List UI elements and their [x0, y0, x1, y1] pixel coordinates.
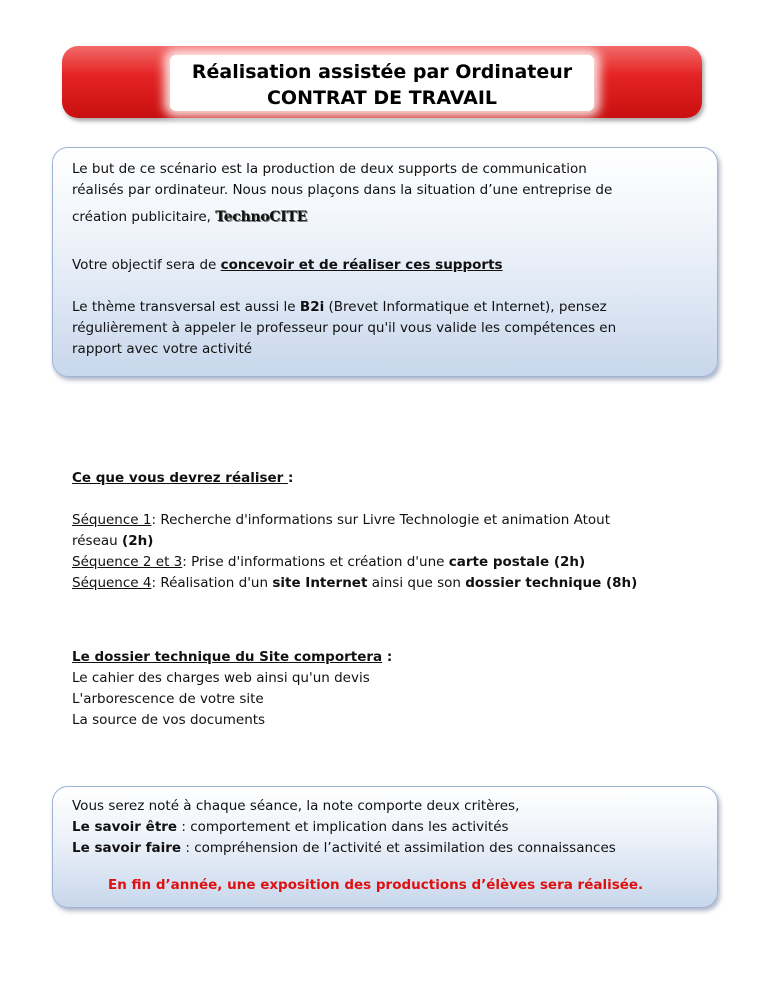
exhibition-notice: En fin d’année, une exposition des productions d’élèves sera réalisée. [108, 877, 644, 893]
criterion-2-label: Le savoir faire [72, 840, 182, 856]
objective-prefix: Votre objectif sera de [72, 257, 221, 273]
b2i-line-3: rapport avec votre activité [72, 341, 253, 357]
tasks-heading-colon: : [288, 470, 294, 486]
criterion-2 [72, 838, 616, 859]
sequence-2-line [72, 552, 585, 573]
tasks-heading [72, 468, 293, 489]
sequence-1-duration: (2h) [122, 533, 154, 549]
sequence-1-text-2: réseau [72, 533, 123, 549]
intro-line-1: Le but de ce scénario est la production de deux supports de communication [72, 161, 587, 177]
grading-intro: Vous serez noté à chaque séance, la note comporte deux critères, [72, 798, 520, 814]
technocite-logo: TechnoCITE [215, 209, 307, 225]
sequence-4-label: Séquence 4 [72, 575, 152, 591]
intro-line-3 [72, 207, 307, 228]
sequence-1-text: : Recherche d'informations sur Livre Technologie et animation Atout [151, 512, 611, 528]
criterion-2-text: : compréhension de l’activité et assimilation des connaissances [181, 840, 616, 856]
dossier-heading-text: Le dossier technique du Site comportera [72, 649, 383, 665]
b2i-label: B2i [299, 299, 325, 315]
sequence-2-text: : Prise d'informations et création d'une [182, 554, 449, 570]
dossier-item: La source de vos documents [72, 712, 266, 728]
dossier-item: L'arborescence de votre site [72, 691, 264, 707]
objective-line [72, 255, 503, 276]
title-panel [170, 55, 594, 111]
sequence-4-line [72, 573, 637, 594]
dossier-heading-colon: : [382, 649, 393, 665]
sequence-1-line [72, 510, 610, 531]
sequence-4-site: site Internet [272, 575, 368, 591]
sequence-1-label: Séquence 1 [72, 512, 152, 528]
b2i-line-1-c: (Brevet Informatique et Internet), pensez [324, 299, 607, 315]
dossier-item: Le cahier des charges web ainsi qu'un devis [72, 670, 370, 686]
tasks-heading-text: Ce que vous devrez réaliser [72, 470, 289, 486]
sequence-4-text-a: : Réalisation d'un [151, 575, 273, 591]
document-title: Réalisation assistée par Ordinateur [191, 61, 573, 83]
intro-line-3-text: création publicitaire, [72, 209, 216, 225]
title-banner [62, 46, 702, 118]
criterion-1-text: : comportement et implication dans les activités [177, 819, 509, 835]
sequence-4-dossier: dossier technique (8h) [465, 575, 638, 591]
sequence-1-line-2 [72, 531, 153, 552]
document-subtitle: CONTRAT DE TRAVAIL [266, 87, 498, 109]
b2i-line-1-a: Le thème transversal est aussi le [72, 299, 300, 315]
dossier-heading [72, 647, 392, 668]
objective-emphasis: concevoir et de réaliser ces supports [220, 257, 503, 273]
b2i-line-2: régulièrement à appeler le professeur pour qu'il vous valide les compétences en [72, 320, 617, 336]
intro-line-2: réalisés par ordinateur. Nous nous plaçons dans la situation d’une entreprise de [72, 182, 613, 198]
sequence-4-text-b: ainsi que son [367, 575, 466, 591]
sequence-2-emphasis: carte postale (2h) [448, 554, 586, 570]
b2i-line-1 [72, 297, 607, 318]
sequence-2-label: Séquence 2 et 3 [72, 554, 183, 570]
criterion-1 [72, 817, 509, 838]
criterion-1-label: Le savoir être [72, 819, 178, 835]
